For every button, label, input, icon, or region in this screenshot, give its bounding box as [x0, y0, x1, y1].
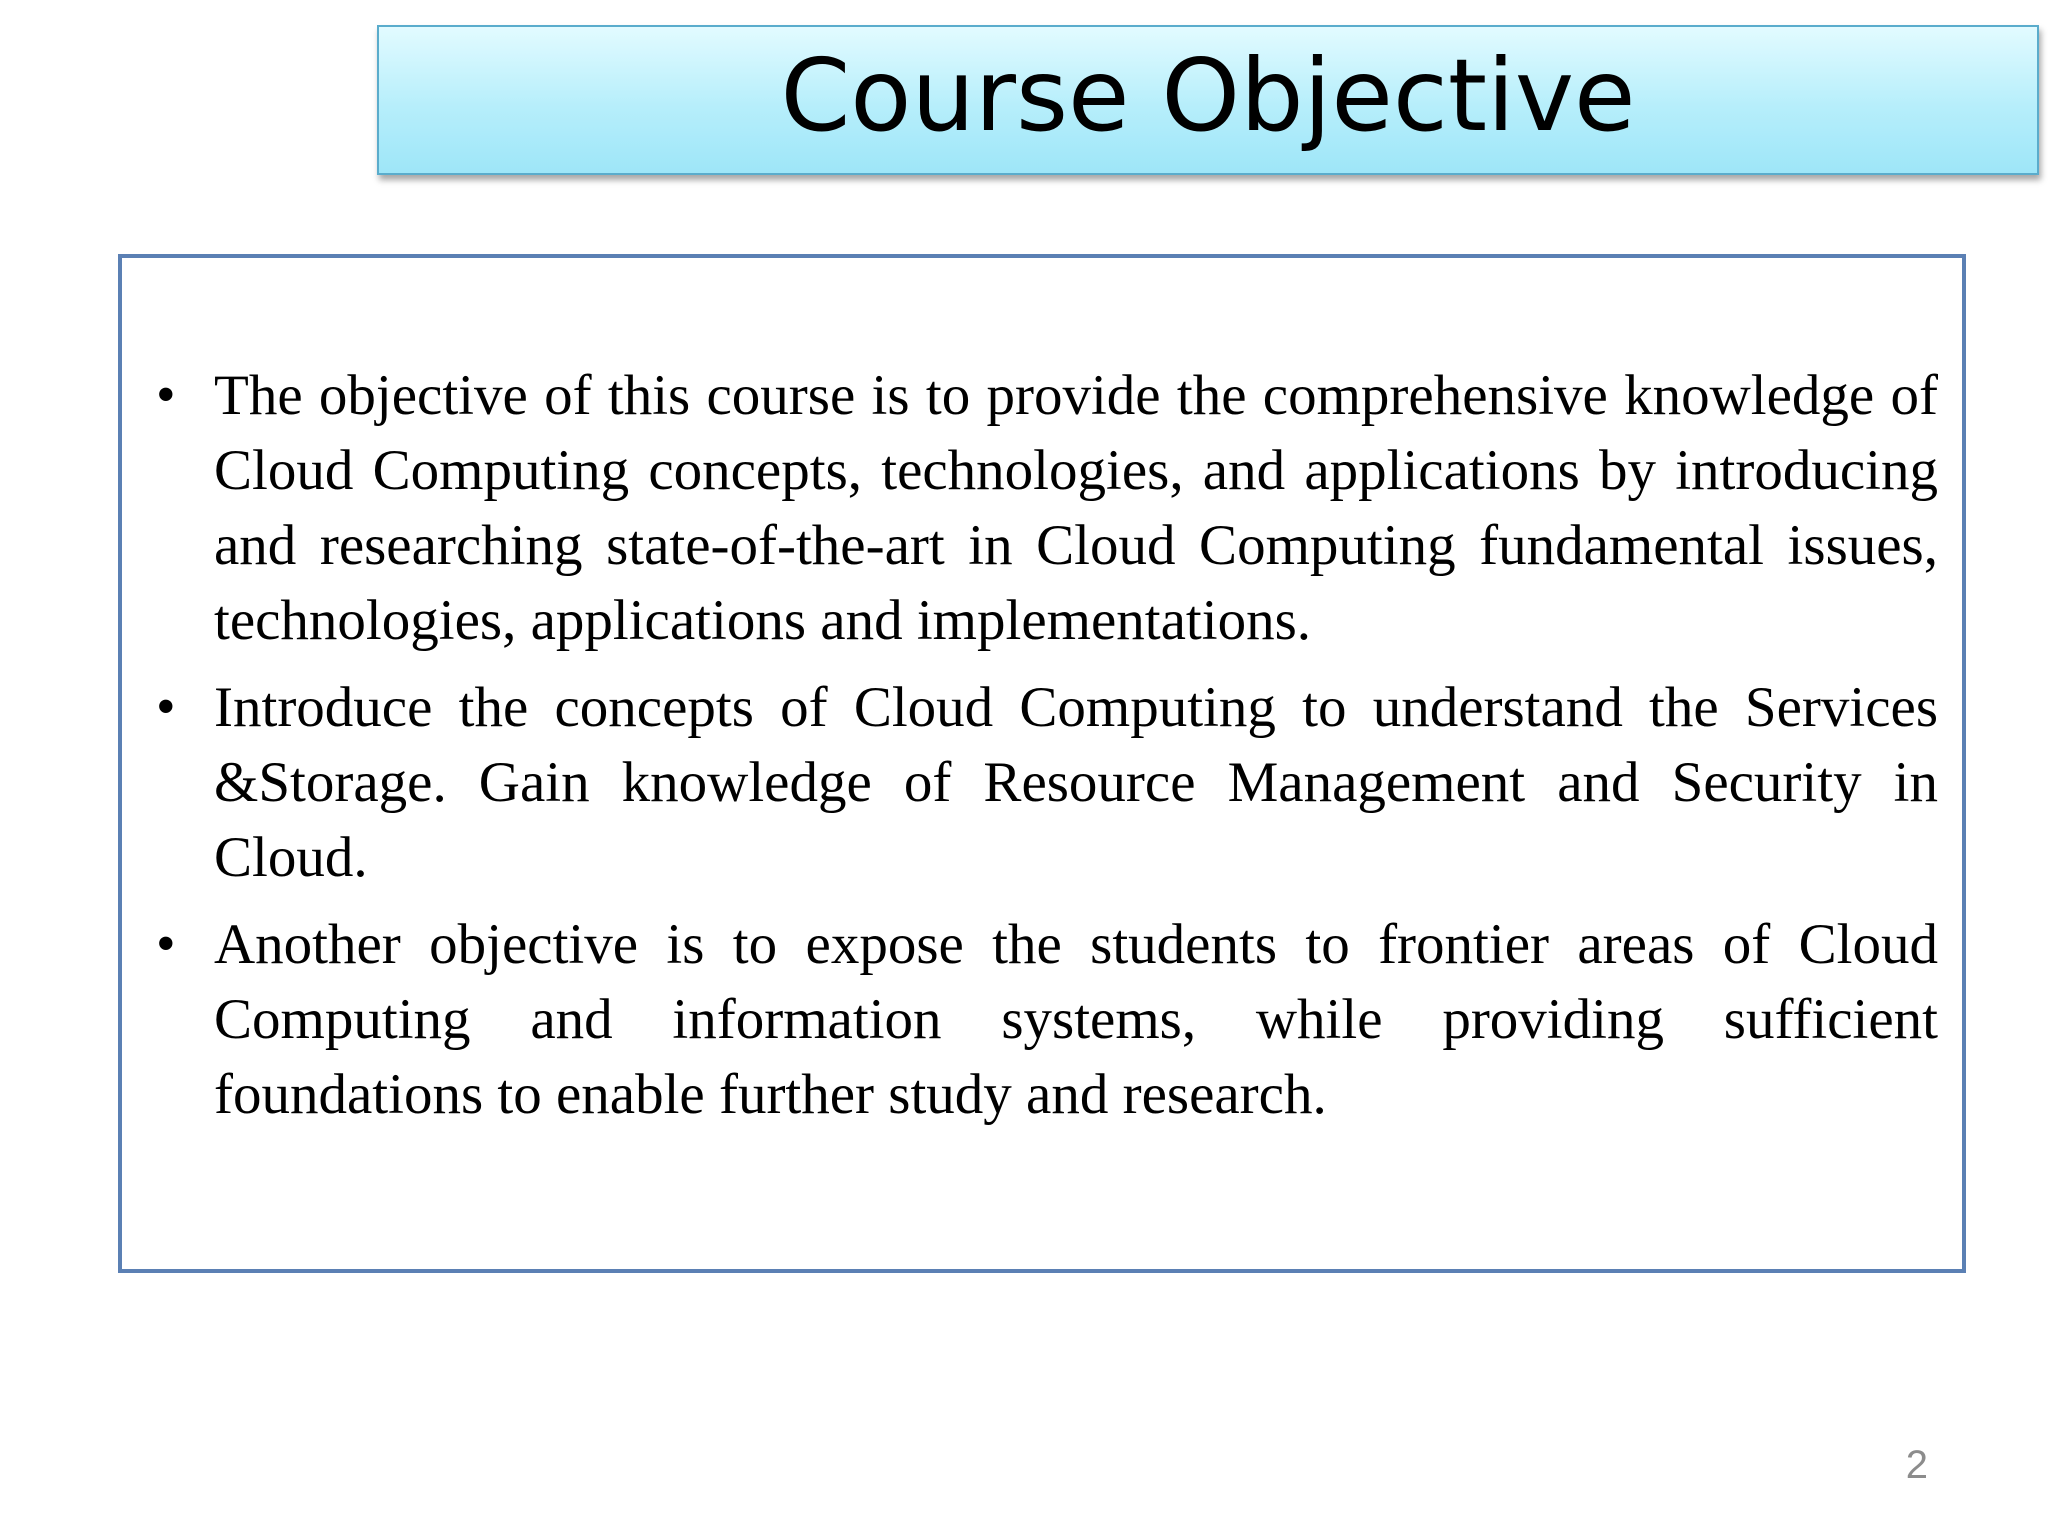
page-number: 2	[1905, 1443, 1928, 1487]
slide-title-box	[377, 25, 2039, 175]
objectives-content-box	[118, 254, 1966, 1273]
objective-text-2: Introduce the concepts of Cloud Computing to understand the Services &Storage. Gain knowledge of Resource Management and Security in Cloud.	[214, 676, 1938, 889]
objective-text-1: The objective of this course is to provide the comprehensive knowledge of Cloud Computing concepts, technologies, and applications by introducing and researching state-of-the-art in Cloud Computing fundamental issues, technologies, applications and implementations.	[214, 364, 1938, 652]
bullet-icon: •	[156, 676, 176, 738]
bullet-icon: •	[156, 364, 176, 426]
list-item	[146, 358, 1938, 658]
slide-title: Course Objective	[780, 37, 1636, 154]
list-item	[146, 907, 1938, 1132]
bullet-icon: •	[156, 913, 176, 975]
objectives-list	[146, 358, 1938, 1132]
objective-text-3: Another objective is to expose the students to frontier areas of Cloud Computing and information systems, while providing sufficient foundations to enable further study and research.	[214, 913, 1938, 1126]
list-item	[146, 670, 1938, 895]
